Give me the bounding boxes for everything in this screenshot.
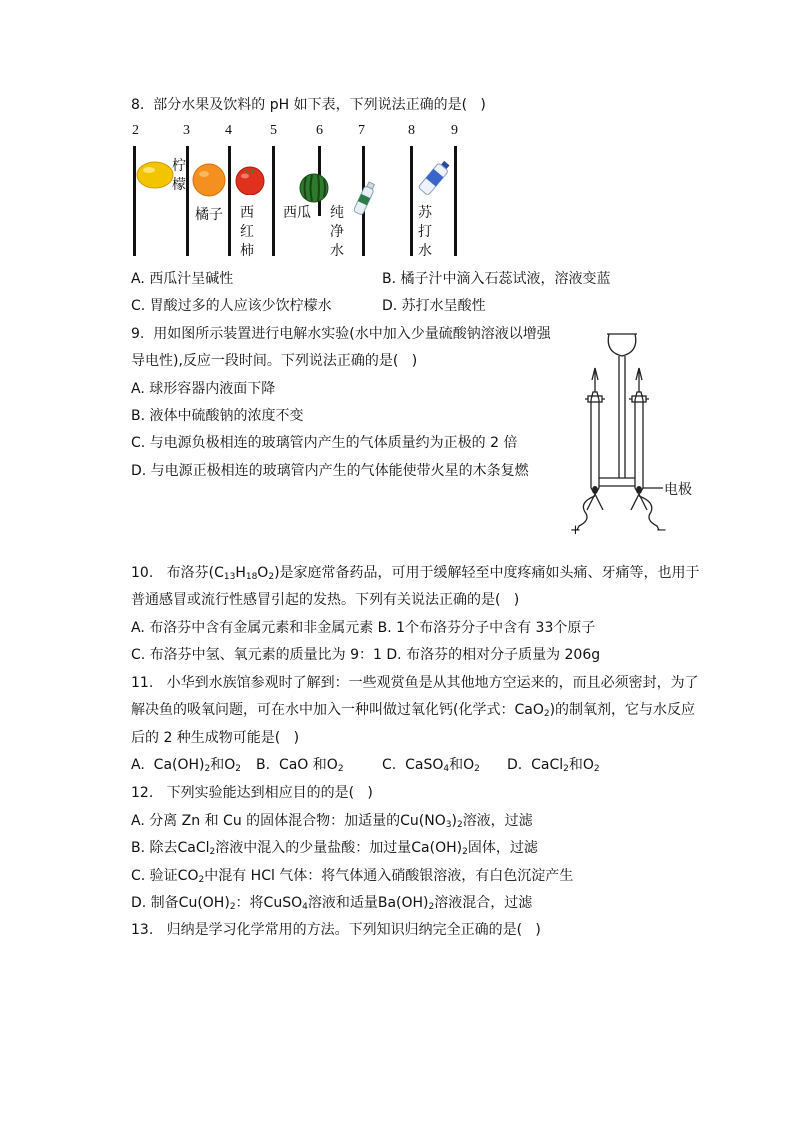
q12-option-a: A. 分离 Zn 和 Cu 的固体混合物：加适量的$Cu(NO_3)_2$溶液，过滤: [131, 813, 533, 830]
ph-tick: 4: [225, 123, 232, 138]
q12-option-b: B. 除去CaCl$_2$溶液中混入的少量盐酸：加过量$Ca(OH)_2$固体，过滤: [131, 840, 538, 857]
water-bottle-icon: [354, 180, 376, 220]
q11-stem-line2: 解决鱼的吸氧问题，可在水中加入一种叫做过氧化钙(化学式：CaO$_2$)的制氧剂，它与水反应: [131, 702, 696, 719]
ph-divider: [228, 146, 231, 256]
ph-tick: 2: [132, 123, 139, 138]
ph-tick: 9: [451, 123, 458, 138]
q9-stem-line2: 导电性),反应一段时间。下列说法正确的是( ): [131, 353, 418, 369]
q11-option-b: B. CaO 和$O_2$: [256, 757, 344, 774]
q10-stem-line1: 10. 布洛芬$(C_{13}H_{18}O_2)$是家庭常备药品，可用于缓解轻至中度疼痛如头痛、牙痛等，也用于: [131, 565, 700, 582]
positive-terminal: +: [570, 523, 581, 538]
q9-option-d: D. 与电源正极相连的玻璃管内产生的气体能使带火星的木条复燃: [131, 463, 529, 479]
q10-stem-line2: 普通感冒或流行性感冒引起的发热。下列有关说法正确的是( ): [131, 592, 520, 608]
water-label: 纯净水: [330, 205, 344, 259]
soda-label: 苏打水: [418, 205, 432, 259]
q8-option-a: A. 西瓜汁呈碱性: [131, 271, 234, 287]
orange-label: 橘子: [195, 207, 223, 223]
ph-tick: 3: [183, 123, 190, 138]
q9-option-b: B. 液体中硫酸钠的浓度不变: [131, 408, 304, 424]
q11-stem-line3: 后的 2 种生成物可能是( ): [131, 730, 300, 746]
lemon-label: 柠檬: [172, 158, 186, 193]
electrolysis-apparatus-diagram: [565, 330, 700, 540]
ph-divider: [454, 146, 457, 256]
q8-stem: 8. 部分水果及饮料的 pH 如下表，下列说法正确的是( ): [131, 97, 486, 113]
q8-option-d: D. 苏打水呈酸性: [382, 298, 486, 314]
electrode-label: 电极: [664, 482, 692, 498]
watermelon-label: 西瓜: [283, 205, 311, 221]
q11-option-c: C. CaSO$_4$和$O_2$: [382, 757, 480, 774]
q13-stem: 13. 归纳是学习化学常用的方法。下列知识归纳完全正确的是( ): [131, 922, 541, 938]
q11-option-d: D. CaCl$_2$和$O_2$: [507, 757, 600, 774]
q12-stem: 12. 下列实验能达到相应目的的是( ): [131, 785, 373, 801]
q10-options-cd: C. 布洛芬中氢、氧元素的质量比为 9：1 D. 布洛芬的相对分子质量为 206g: [131, 647, 601, 663]
tomato-label: 西红柿: [240, 205, 254, 259]
q9-stem-line1: 9. 用如图所示装置进行电解水实验(水中加入少量硫酸钠溶液以增强: [131, 326, 551, 342]
ph-tick: 8: [408, 123, 415, 138]
q11-stem-line1: 11. 小华到水族馆参观时了解到：一些观赏鱼是从其他地方空运来的，而且必须密封，为了: [131, 675, 699, 691]
tomato-icon: [234, 163, 266, 195]
ph-divider: [410, 146, 413, 256]
q10-options-ab: A. 布洛芬中含有金属元素和非金属元素 B. 1个布洛芬分子中含有 33个原子: [131, 620, 596, 636]
q12-option-c: C. 验证$CO_2$中混有 HCl 气体：将气体通入硝酸银溶液，有白色沉淀产生: [131, 868, 574, 885]
ph-tick: 7: [358, 123, 365, 138]
ph-divider: [272, 146, 275, 256]
negative-terminal: −: [656, 523, 667, 538]
ph-tick: 6: [316, 123, 323, 138]
watermelon-icon: [298, 173, 330, 203]
q8-option-c: C. 胃酸过多的人应该少饮柠檬水: [131, 298, 332, 314]
q9-option-c: C. 与电源负极相连的玻璃管内产生的气体质量约为正极的 2 倍: [131, 435, 518, 451]
lemon-icon: [136, 160, 174, 190]
q9-option-a: A. 球形容器内液面下降: [131, 381, 276, 397]
q8-option-b: B. 橘子汁中滴入石蕊试液，溶液变蓝: [382, 271, 611, 287]
orange-icon: [192, 163, 226, 197]
ph-tick: 5: [270, 123, 277, 138]
soda-bottle-icon: [416, 158, 454, 198]
q11-option-a: A. $Ca(OH)_2$和$O_2$: [131, 757, 242, 774]
q12-option-d: D. 制备$Cu(OH)_2$：将CuSO$_4$溶液和适量$Ba(OH)_2$溶液混合，过滤: [131, 895, 533, 912]
